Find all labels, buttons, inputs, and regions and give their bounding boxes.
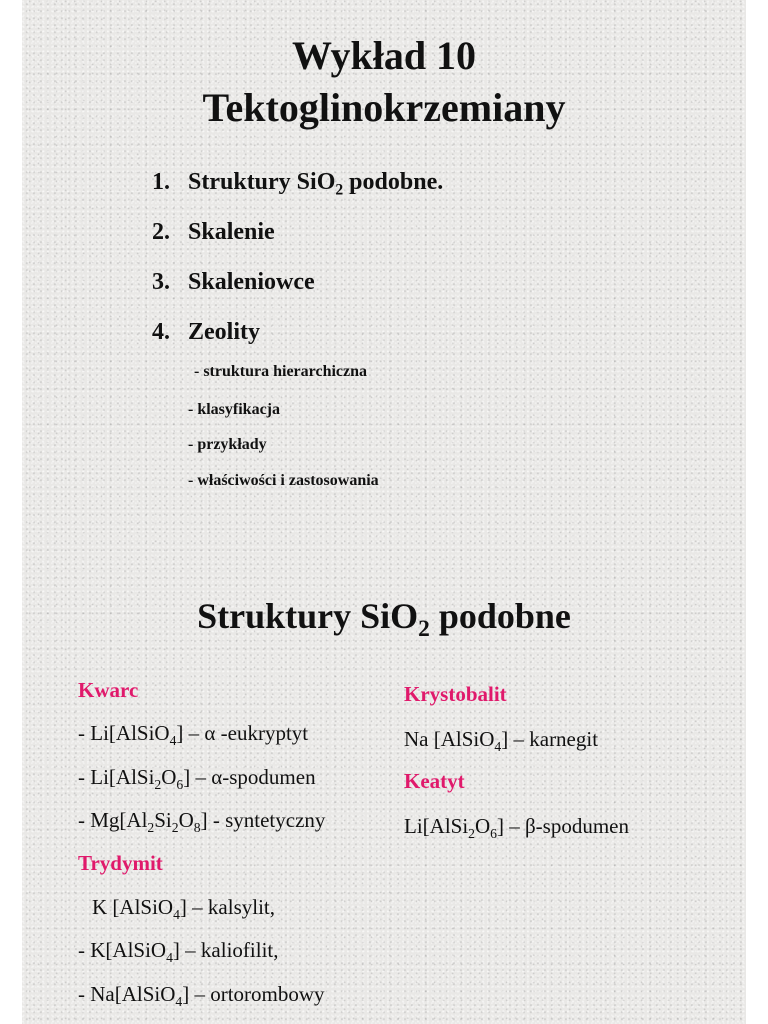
outline-item-1 [152, 168, 444, 199]
formula-line: - K[AlSiO$_4$] – kaliofilit, [78, 938, 279, 965]
outline-item-3 [152, 268, 315, 296]
outline-subitem: - klasyfikacja [188, 401, 280, 418]
outline-item-4 [152, 318, 260, 346]
formula-line: - Na[AlSiO$_4$] – ortorombowy [78, 982, 325, 1009]
outline-label: Zeolity [188, 319, 260, 345]
category-krystobalit: Krystobalit [404, 682, 507, 706]
category-kwarc: Kwarc [78, 678, 139, 702]
section-title: Struktury SiO$_2$ podobne [197, 596, 571, 643]
slide-page [22, 0, 746, 1024]
subscript: 2 [418, 616, 430, 643]
formula-line: - Li[AlSiO$_4$] – α -eukryptyt [78, 721, 309, 748]
formula-line: - $Li[AlSi_2O_6]$ – α-spodumen [78, 765, 316, 792]
outline-subitem: - struktura hierarchiczna [194, 363, 368, 380]
outline-label-post: podobne. [343, 169, 444, 195]
category-keatyt: Keatyt [404, 769, 465, 793]
lecture-title: Wykład 10 [291, 33, 477, 78]
outline-label: Skalenie [188, 219, 275, 245]
formula-line: Na [AlSiO$_4$] – karnegit [404, 727, 599, 754]
outline-number: 1. [152, 169, 170, 195]
formula-line: K [AlSiO$_4$] – kalsylit, [92, 895, 275, 922]
lecture-subtitle: Tektoglinokrzemiany [202, 85, 566, 130]
formula-line: - $Mg[Al_2Si_2O_8]$ - syntetyczny [78, 808, 326, 835]
formula-line: $Li[AlSi_2O_6]$ – β-spodumen [404, 814, 629, 841]
subscript: 2 [335, 181, 344, 199]
outline-number: 2. [152, 219, 170, 245]
outline-label: Skaleniowce [188, 269, 315, 295]
outline-subitem: - właściwości i zastosowania [188, 472, 379, 489]
outline-item-2 [152, 218, 275, 246]
outline-number: 3. [152, 269, 170, 295]
outline-subitem: - przykłady [188, 436, 267, 453]
category-trydymit: Trydymit [78, 851, 163, 875]
outline-label-pre: Struktury SiO [188, 169, 336, 195]
outline-number: 4. [152, 319, 170, 345]
